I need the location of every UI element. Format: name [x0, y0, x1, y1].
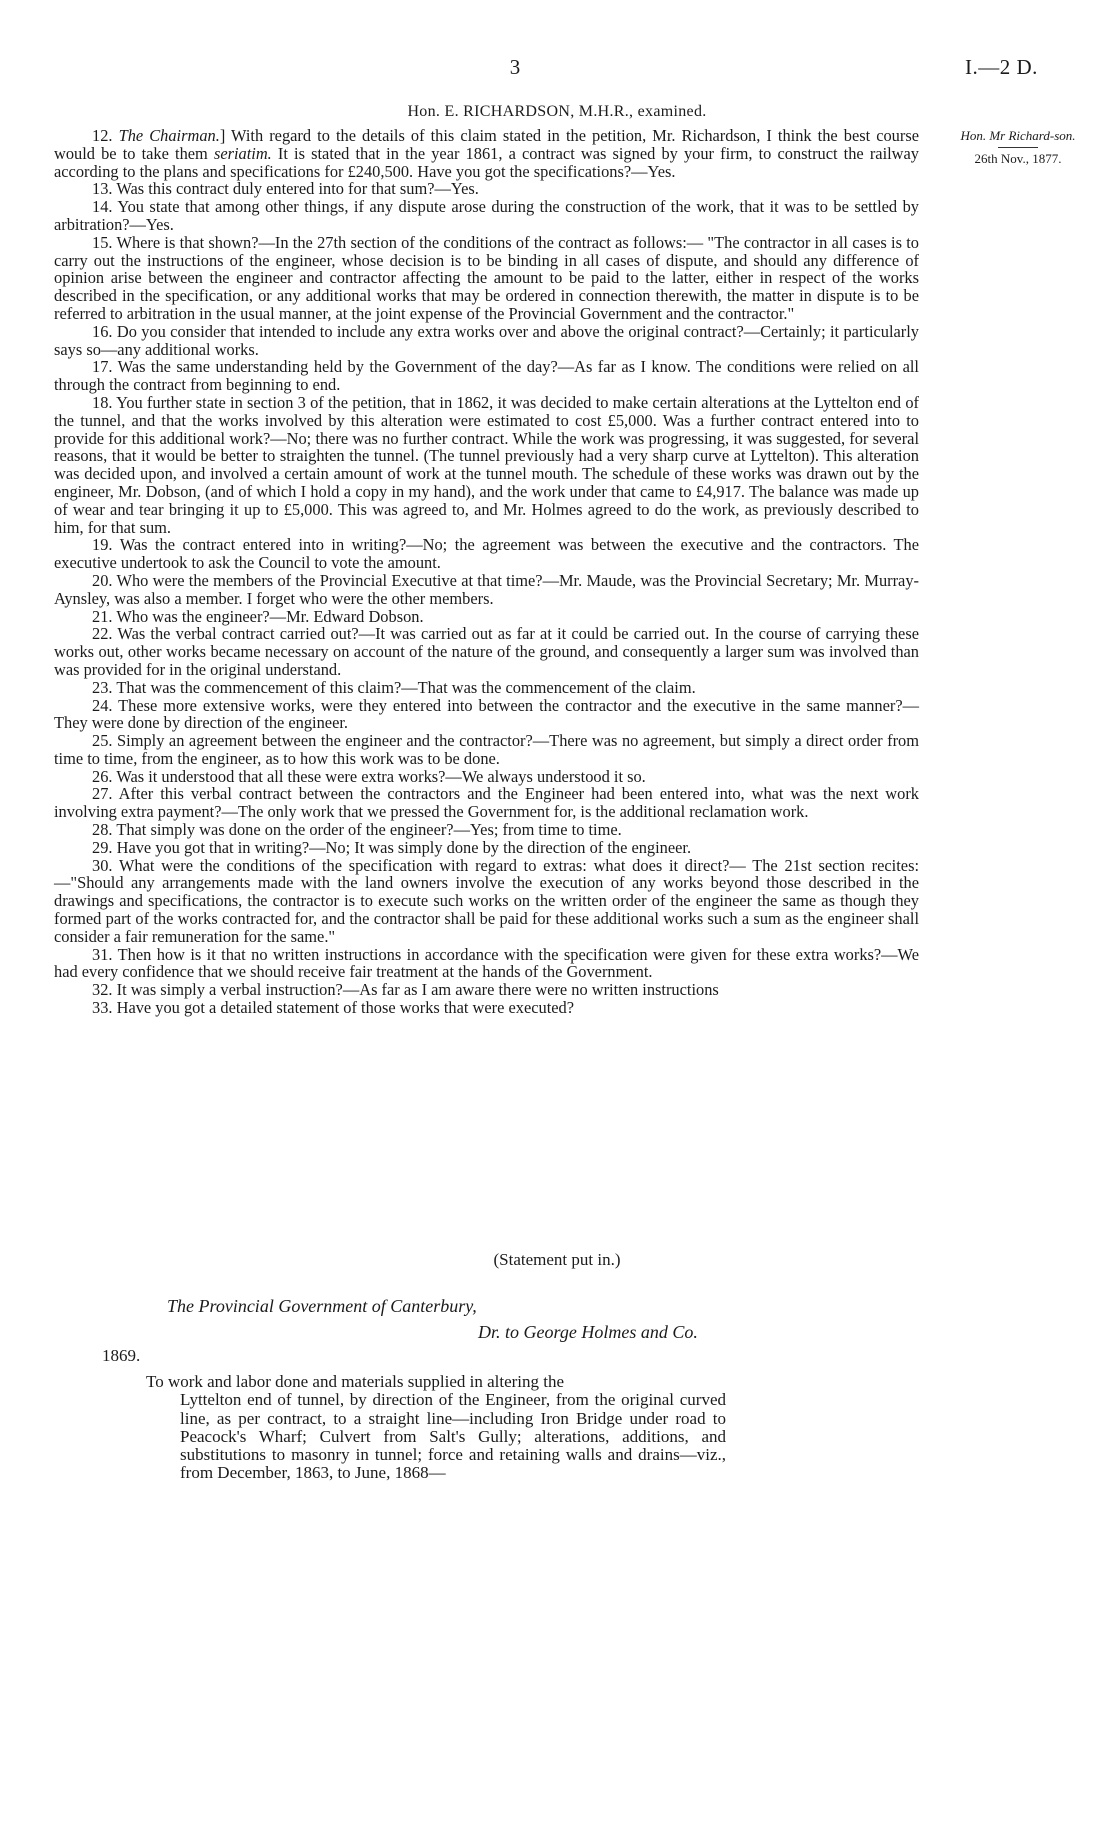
paragraph-text: Was it understood that all these were extra works?—We always understood it so. [116, 766, 646, 786]
account-item-lead: To work and labor done and materials supplied in altering the [146, 1372, 565, 1391]
paragraph-text: ] With regard to the details of this claim stated in the petition, Mr. Richardson, I think the best course would be to take them [54, 126, 919, 163]
paragraph-text: It is stated that in the year 1861, a contract was signed by your firm, to construct the railway according to the plans and specifications for £240,500. Have you got the specifications?—Yes. [54, 143, 919, 181]
question-number: 28. [92, 820, 113, 840]
question-paragraph [54, 180, 919, 198]
paragraph-text: That simply was done on the order of the engineer?—Yes; from time to time. [116, 820, 622, 840]
running-head: Hon. E. RICHARDSON, M.H.R., examined. [407, 103, 707, 120]
margin-note [938, 128, 1098, 166]
question-paragraph [54, 358, 919, 394]
question-number: 27. [92, 784, 113, 804]
question-paragraph [54, 536, 919, 572]
account-addressee: The Provincial Government of Canterbury, [167, 1296, 477, 1316]
question-number: 14. [92, 197, 113, 217]
statement-put-in-note: (Statement put in.) [493, 1250, 621, 1269]
question-paragraph [54, 608, 919, 626]
paragraph-text: You further state in section 3 of the petition, that in 1862, it was decided to make certain alterations at the Lyttelton end of the tunnel, and that the works involved by this alteration were estimated to cost £5,000. Was a further contract entered into to provide for this additional work?—No; there was no further contract. While the work was progressing, it was suggested, for several reasons, that it would be better to straighten the tunnel. (The tunnel previously had a very sharp curve at Lyttelton). This alteration was decided upon, and involved a certain amount of work at the tunnel mouth. The schedule of these works was drawn out by the engineer, Mr. Dobson, (and of which I hold a copy in my hand), and the work under that came to £4,917. The balance was made up of wear and tear bringing it up to £5,000. This was agreed to, and Mr. Holmes agreed to do the work, as previously described to him, for that sum. [54, 392, 919, 537]
testimony-body [54, 127, 919, 1017]
question-paragraph [54, 198, 919, 234]
margin-rule [998, 147, 1038, 148]
paragraph-text: Who was the engineer?—Mr. Edward Dobson. [116, 606, 424, 626]
question-number: 20. [92, 570, 113, 590]
question-paragraph [54, 946, 919, 982]
question-number: 13. [92, 179, 113, 199]
question-paragraph [54, 625, 919, 678]
question-paragraph [54, 732, 919, 768]
page-reference: I.—2 D. [965, 55, 1038, 79]
paragraph-text: Was the contract entered into in writing?—No; the agreement was between the executive and the contractors. The executive undertook to ask the Council to vote the amount. [54, 535, 919, 573]
question-paragraph [54, 572, 919, 608]
paragraph-text: What were the conditions of the specification with regard to extras: what does it direct?— The 21st section recites:—"Should any arrangements made with the land owners involve the execution of any works beyond those described in the drawings and specifications, the contractor is to execute such works on the written order of the engineer the same as though they formed part of the works contracted for, and the contractor shall be paid for these additional works such a sum as the engineer shall consider a fair remuneration for the same." [54, 855, 919, 946]
paragraph-text: Have you got that in writing?—No; It was simply done by the direction of the engineer. [116, 837, 692, 857]
margin-note-name: Hon. Mr Richard-son. [960, 128, 1076, 143]
question-paragraph [54, 999, 919, 1017]
question-paragraph [54, 679, 919, 697]
question-number: 32. [92, 980, 113, 1000]
question-paragraph [54, 821, 919, 839]
question-number: 22. [92, 624, 113, 644]
paragraph-text: Who were the members of the Provincial Executive at that time?—Mr. Maude, was the Provincial Secretary; Mr. Murray-Aynsley, was also a member. I forget who were the other members. [54, 570, 919, 608]
question-number: 21. [92, 606, 113, 626]
question-number: 29. [92, 837, 113, 857]
paragraph-text: It was simply a verbal instruction?—As far as I am aware there were no written instructions [116, 980, 719, 1000]
paragraph-text: Have you got a detailed statement of those works that were executed? [116, 998, 575, 1018]
paragraph-text: Was the same understanding held by the Government of the day?—As far as I know. The conditions were relied on all through the contract from beginning to end. [54, 357, 919, 395]
paragraph-text: Where is that shown?—In the 27th section of the conditions of the contract as follows:— "The contractor in all cases is to carry out the instructions of the engineer, whose decision is to be binding in all cases of dispute, and should any difference of opinion arise between the engineer and contractor affecting the amount to be paid to the latter, either in respect of the works described in the specification, or any additional works that may be ordered in connection therewith, the matter in dispute is to be referred to arbitration in the usual manner, at the joint expense of the Provincial Government and the contractor." [54, 232, 919, 323]
question-paragraph [54, 768, 919, 786]
page-number: 3 [509, 55, 521, 79]
paragraph-text: That was the commencement of this claim?—That was the commencement of the claim. [116, 677, 696, 697]
account-item-description [146, 1373, 726, 1483]
question-number: 12. [92, 126, 113, 145]
question-paragraph [54, 127, 919, 180]
question-number: 15. [92, 232, 113, 252]
account-creditor: Dr. to George Holmes and Co. [478, 1322, 698, 1342]
question-paragraph [54, 234, 919, 323]
paragraph-text: After this verbal contract between the contractors and the Engineer had been entered into, what was the next work involving extra payment?—The only work that we pressed the Government for, is the additional reclamation work. [54, 784, 919, 822]
question-number: 24. [92, 695, 113, 715]
question-number: 18. [92, 392, 113, 412]
paragraph-text: You state that among other things, if any dispute arose during the construction of the work, that it was to be settled by arbitration?—Yes. [54, 197, 919, 234]
paragraph-text: Was this contract duly entered into for that sum?—Yes. [116, 179, 479, 199]
question-paragraph [54, 981, 919, 999]
speaker-label: The Chairman. [118, 126, 220, 145]
question-paragraph [54, 394, 919, 536]
question-paragraph [54, 323, 919, 359]
margin-note-date: 26th Nov., 1877. [974, 151, 1062, 166]
paragraph-text: These more extensive works, were they entered into between the contractor and the executive in the same manner?—They were done by direction of the engineer. [54, 695, 919, 733]
account-item-continuation: Lyttelton end of tunnel, by direction of the Engineer, from the original curved line, as per contract, to a straight line—including Iron Bridge under road to Peacock's Wharf; Culvert from Salt's Gully; alterations, additions, and substitutions to masonry in tunnel; force and retaining walls and drains—viz., from December, 1863, to June, 1868— [180, 1390, 726, 1483]
question-number: 23. [92, 677, 113, 697]
paragraph-text: Simply an agreement between the engineer and the contractor?—There was no agreement, but simply a direct order from time to time, from the engineer, as to how this work was to be done. [54, 731, 919, 768]
question-number: 16. [92, 321, 113, 341]
question-number: 33. [92, 998, 113, 1018]
question-number: 17. [92, 357, 113, 377]
question-paragraph [54, 857, 919, 946]
question-number: 30. [92, 855, 113, 875]
question-paragraph [54, 785, 919, 821]
paragraph-text: Then how is it that no written instructions in accordance with the specification were given for these extra works?—We had every confidence that we should receive fair treatment at the hands of the Government. [54, 944, 919, 982]
account-year: 1869. [102, 1346, 141, 1365]
question-number: 19. [92, 535, 113, 555]
question-number: 25. [92, 731, 113, 751]
italic-term: seriatim. [213, 143, 272, 163]
question-paragraph [54, 839, 919, 857]
paragraph-text: Was the verbal contract carried out?—It was carried out as far at it could be carried out. In the course of carrying these works out, other works became necessary on account of the nature of the ground, and consequently a larger sum was involved than was provided for in the original understand. [54, 624, 919, 679]
question-paragraph [54, 697, 919, 733]
question-number: 31. [92, 944, 113, 964]
paragraph-text: Do you consider that intended to include any extra works over and above the original contract?—Certainly; it particularly says so—any additional works. [54, 321, 919, 359]
question-number: 26. [92, 766, 113, 786]
